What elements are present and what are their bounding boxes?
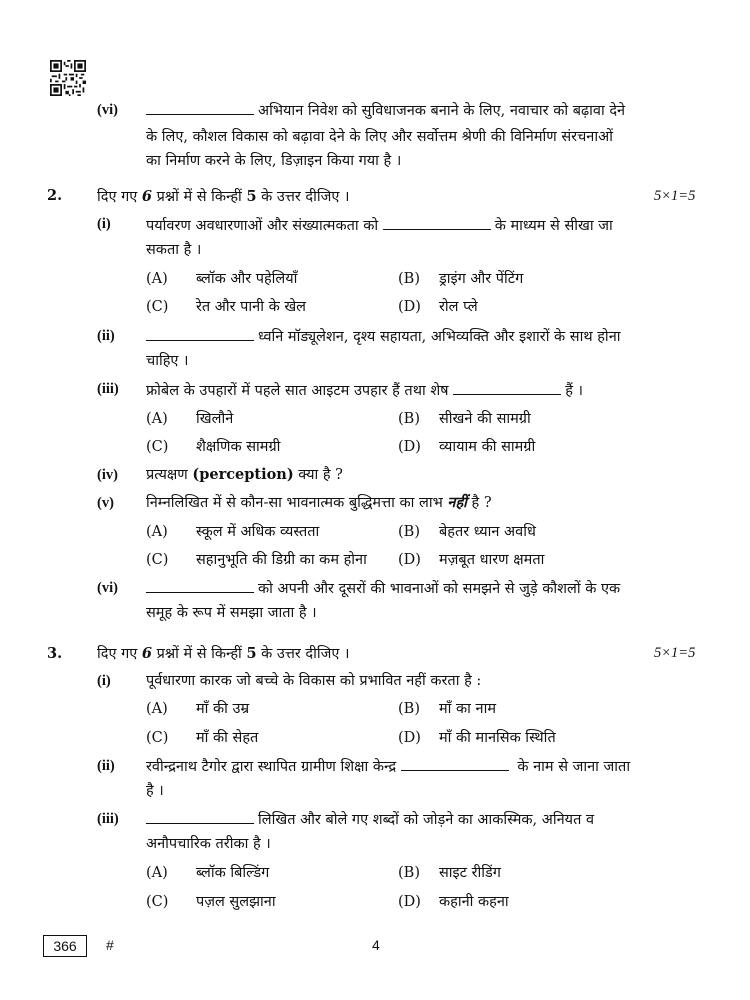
q3-ii-label: (ii) (97, 758, 115, 774)
answer-blank (401, 756, 509, 771)
q3-i-text: पूर्वधारणा कारक जो बच्चे के विकास को प्रभावित नहीं करता है : (146, 673, 482, 689)
answer-blank (146, 326, 254, 341)
question-2-marks: 5×1=5 (654, 188, 696, 204)
q3-i-label: (i) (97, 673, 111, 689)
question-3-number: 3. (47, 645, 63, 662)
paper-code: 366 (43, 935, 87, 957)
q3-iii-line1: लिखित और बोले गए शब्दों को जोड़ने का आकस्मिक, अनियत व (146, 809, 594, 830)
q2-ii-line1: ध्वनि मॉड्यूलेशन, दृश्य सहायता, अभिव्यक्ति और इशारों के साथ होना (146, 326, 621, 347)
q2-iv-text: प्रत्यक्षण (perception) क्या है ? (146, 466, 343, 483)
answer-blank (383, 215, 491, 230)
q3-iii-line2: अनौपचारिक तरीका है । (146, 836, 271, 852)
answer-blank (146, 100, 254, 115)
answer-blank (453, 380, 561, 395)
page-number: 4 (372, 937, 380, 953)
q2-ii-line2: चाहिए । (146, 353, 189, 369)
q2-vi-line2: समूह के रूप में समझा जाता है । (146, 605, 317, 621)
question-2-number: 2. (47, 187, 63, 204)
answer-blank (146, 809, 254, 824)
q2-vi-label: (vi) (97, 580, 118, 596)
q1-vi-label: (vi) (97, 102, 118, 118)
question-3-marks: 5×1=5 (654, 645, 696, 661)
question-2-instruction: दिए गए 6 प्रश्नों में से किन्हीं 5 के उत्तर दीजिए । (97, 188, 350, 205)
q3-iii-label: (iii) (97, 811, 119, 827)
q2-i-line1: पर्यावरण अवधारणाओं और संख्यात्मकता को के माध्यम से सीखा जा (146, 215, 613, 236)
footer-hash: # (106, 937, 114, 953)
q2-ii-label: (ii) (97, 328, 115, 344)
q2-vi-line1: को अपनी और दूसरों की भावनाओं को समझने से जुड़े कौशलों के एक (146, 578, 620, 599)
qr-code (50, 60, 86, 96)
q2-i-label: (i) (97, 216, 111, 232)
answer-blank (146, 578, 254, 593)
q1-vi-line3: का निर्माण करने के लिए, डिज़ाइन किया गया है । (146, 153, 402, 169)
q2-iv-label: (iv) (97, 467, 118, 483)
q1-vi-line2: के लिए, कौशल विकास को बढ़ावा देने के लिए और सर्वोत्तम श्रेणी की विनिर्माण संरचनाओं (146, 129, 613, 145)
q2-v-label: (v) (97, 495, 114, 511)
q3-ii-line2: है । (146, 783, 164, 799)
q2-iii-label: (iii) (97, 381, 119, 397)
q2-iii-line1: फ्रोबेल के उपहारों में पहले सात आइटम उपहार हैं तथा शेष हैं । (146, 380, 583, 401)
question-3-instruction: दिए गए 6 प्रश्नों में से किन्हीं 5 के उत्तर दीजिए । (97, 645, 350, 662)
q3-ii-line1: रवीन्द्रनाथ टैगोर द्वारा स्थापित ग्रामीण शिक्षा केन्द्र के नाम से जाना जाता (146, 756, 630, 777)
q1-vi-line1: अभियान निवेश को सुविधाजनक बनाने के लिए, नवाचार को बढ़ावा देने (146, 100, 625, 121)
q2-v-text: निम्नलिखित में से कौन-सा भावनात्मक बुद्धिमत्ता का लाभ नहीं है ? (146, 494, 492, 511)
q2-i-line2: सकता है । (146, 242, 202, 258)
